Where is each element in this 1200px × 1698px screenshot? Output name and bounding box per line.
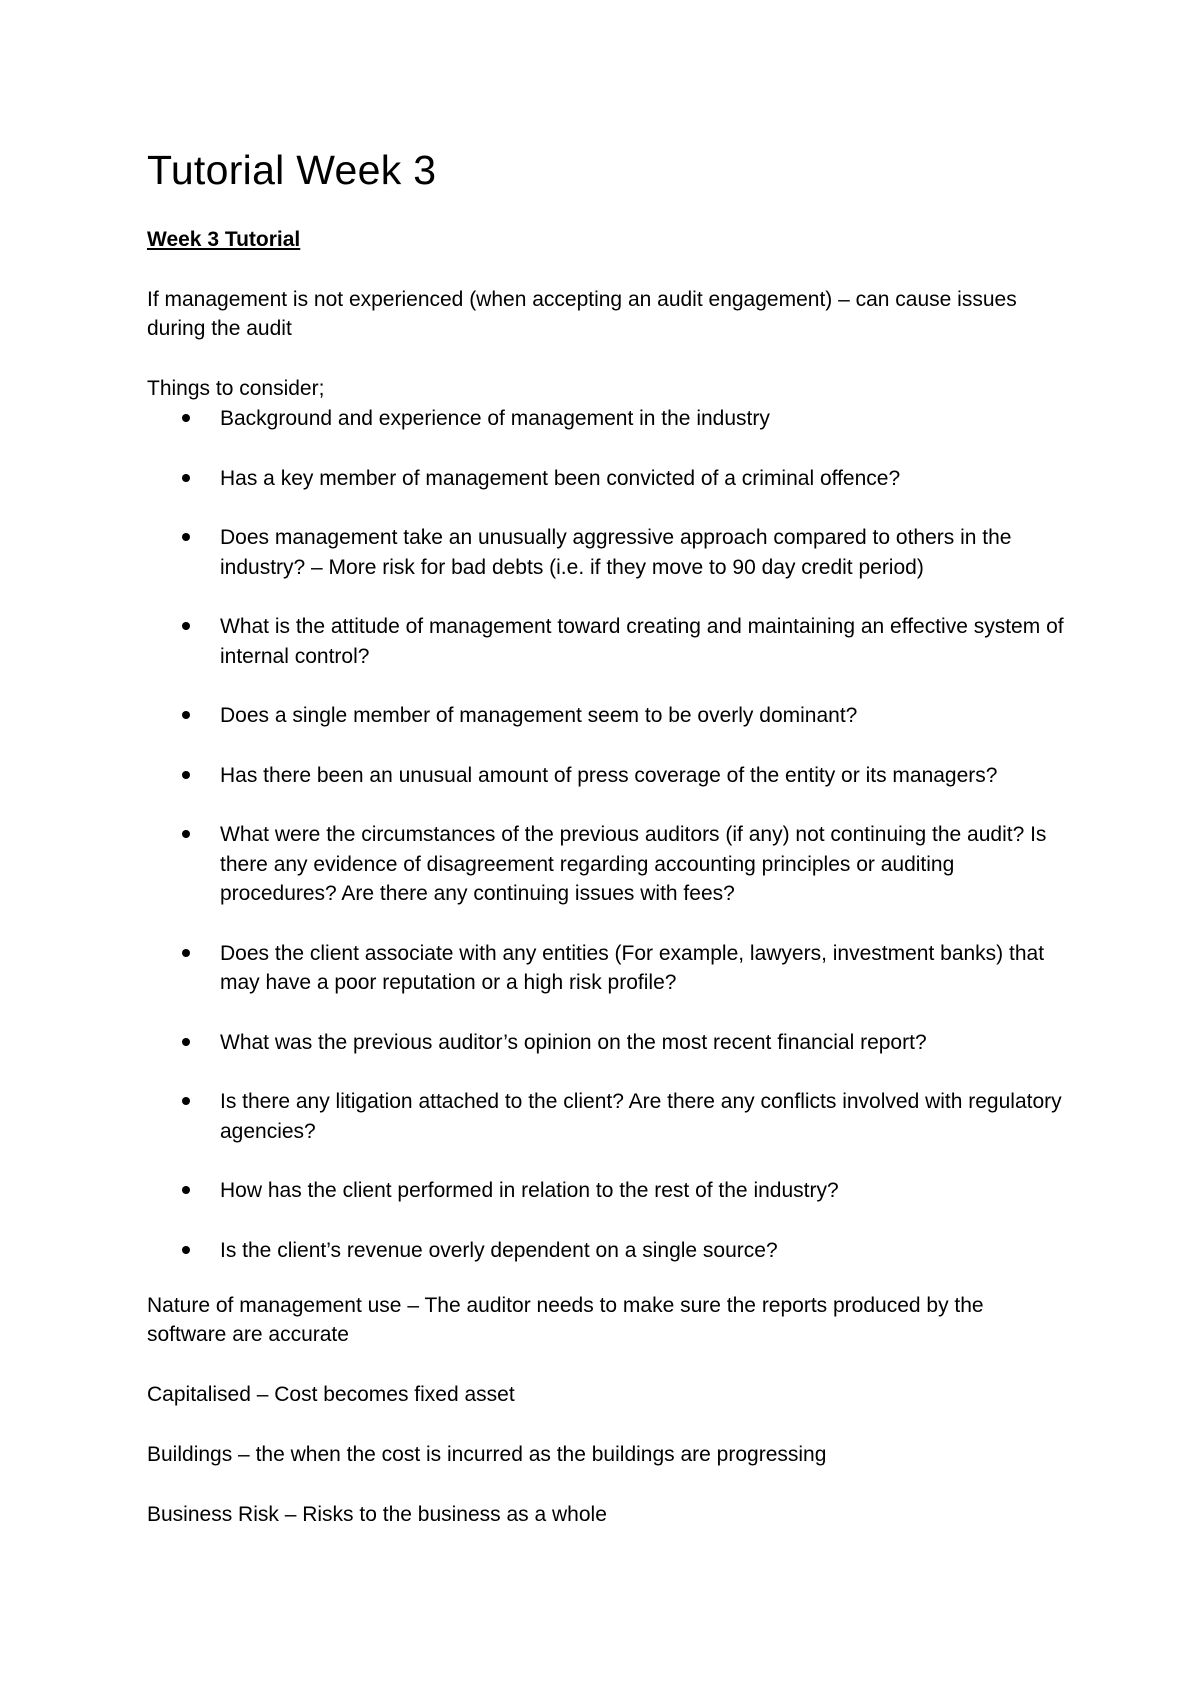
bullet-icon [182, 1186, 190, 1194]
list-item-text: What were the circumstances of the previous auditors (if any) not continuing the audit? Is there any evidence of disagreement regarding accounting principles or auditing procedures? Are there any continuing issues with fees? [220, 823, 1047, 905]
bullet-icon [182, 1038, 190, 1046]
bullet-icon [182, 533, 190, 541]
note-capitalised: Capitalised – Cost becomes fixed asset [147, 1383, 515, 1406]
list-item [147, 820, 1067, 909]
list-item [147, 939, 1067, 998]
bullet-icon [182, 1097, 190, 1105]
bullet-icon [182, 711, 190, 719]
bullet-icon [182, 414, 190, 422]
bullet-icon [182, 474, 190, 482]
list-item [147, 701, 1067, 731]
list-intro: Things to consider; [147, 377, 325, 400]
list-item [147, 404, 1067, 434]
list-item-text: What was the previous auditor’s opinion on the most recent financial report? [220, 1030, 927, 1054]
list-item [147, 523, 1067, 582]
intro-paragraph: If management is not experienced (when accepting an audit engagement) – can cause issues during the audit [147, 288, 1017, 340]
note-management-use: Nature of management use – The auditor needs to make sure the reports produced by the software are accurate [147, 1294, 984, 1346]
list-item-text: Does management take an unusually aggressive approach compared to others in the industry? – More risk for bad debts (i.e. if they move to 90 day credit period) [220, 526, 1012, 579]
bullet-icon [182, 622, 190, 630]
list-item [147, 1028, 1067, 1058]
list-item [147, 1087, 1067, 1146]
list-item-text: What is the attitude of management toward creating and maintaining an effective system of internal control? [220, 615, 1064, 668]
list-item-text: Does a single member of management seem to be overly dominant? [220, 704, 858, 727]
list-item [147, 1176, 1067, 1206]
page-title: Tutorial Week 3 [147, 147, 437, 193]
considerations-list [147, 404, 1067, 1265]
list-item-text: How has the client performed in relation to the rest of the industry? [220, 1179, 839, 1202]
list-item-text: Has a key member of management been convicted of a criminal offence? [220, 466, 901, 490]
list-item [147, 464, 1067, 494]
note-buildings: Buildings – the when the cost is incurred as the buildings are progressing [147, 1443, 827, 1466]
bullet-icon [182, 830, 190, 838]
bullet-icon [182, 771, 190, 779]
list-item-text: Is the client’s revenue overly dependent on a single source? [220, 1238, 778, 1262]
list-item [147, 612, 1067, 671]
list-item-text: Does the client associate with any entities (For example, lawyers, investment banks) that may have a poor reputation or a high risk profile? [220, 941, 1045, 994]
list-item-text: Has there been an unusual amount of press coverage of the entity or its managers? [220, 763, 998, 787]
note-business-risk: Business Risk – Risks to the business as a whole [147, 1503, 607, 1526]
bullet-icon [182, 1246, 190, 1254]
list-item [147, 1236, 1067, 1266]
list-item-text: Is there any litigation attached to the client? Are there any conflicts involved with regulatory agencies? [220, 1090, 1062, 1143]
list-item-text: Background and experience of management in the industry [220, 407, 770, 430]
section-subheading: Week 3 Tutorial [147, 228, 301, 251]
document-body [147, 140, 1067, 1529]
list-item [147, 761, 1067, 791]
bullet-icon [182, 949, 190, 957]
